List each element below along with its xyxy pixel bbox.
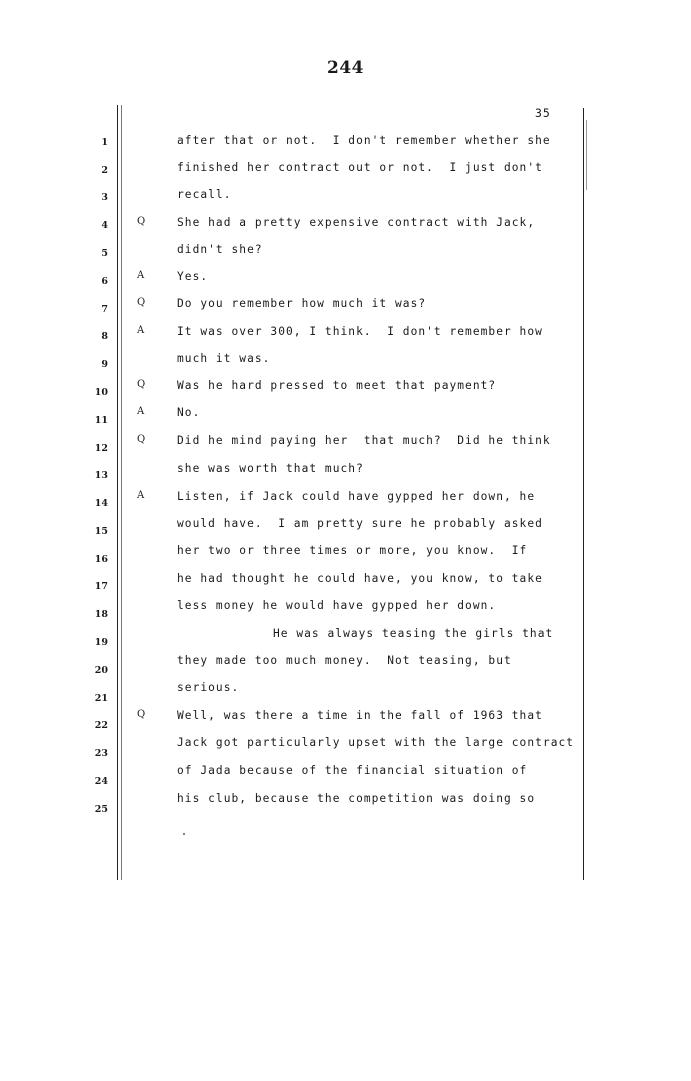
line-number: 1 xyxy=(101,137,108,148)
speaker-label: Q xyxy=(137,379,146,390)
line-number: 15 xyxy=(94,526,108,537)
line-number: 2 xyxy=(101,165,108,176)
transcript-line: Yes. xyxy=(177,270,209,283)
speaker-label: Q xyxy=(137,216,146,227)
line-number: 4 xyxy=(101,220,108,231)
line-number: 9 xyxy=(101,359,108,370)
transcript-line: after that or not. I don't remember whether she xyxy=(177,134,551,147)
line-number: 22 xyxy=(94,720,108,731)
line-number: 21 xyxy=(94,693,108,704)
transcript-line: serious. xyxy=(177,681,240,694)
line-number: 8 xyxy=(101,331,108,342)
line-number: 14 xyxy=(94,498,108,509)
speaker-label: A xyxy=(137,325,145,336)
transcript-line: Was he hard pressed to meet that payment? xyxy=(177,379,497,392)
page-number: 244 xyxy=(327,58,364,78)
transcript-line: didn't she? xyxy=(177,243,263,256)
transcript-line: She had a pretty expensive contract with Jack, xyxy=(177,216,536,229)
transcript-page-number: 35 xyxy=(535,106,551,120)
transcript-line: No. xyxy=(177,406,201,419)
scan-speck xyxy=(183,833,185,835)
speaker-label: Q xyxy=(137,709,146,720)
line-number: 16 xyxy=(94,554,108,565)
transcript-line: less money he would have gypped her down. xyxy=(177,599,497,612)
line-number: 7 xyxy=(101,304,108,315)
right-margin-rule xyxy=(583,108,584,880)
speaker-label: Q xyxy=(137,434,146,445)
line-number: 24 xyxy=(94,776,108,787)
transcript-line: Jack got particularly upset with the large contract xyxy=(177,736,575,749)
line-number: 23 xyxy=(94,748,108,759)
transcript-line: of Jada because of the financial situation of xyxy=(177,764,528,777)
line-number: 12 xyxy=(94,443,108,454)
speaker-label: Q xyxy=(137,297,146,308)
line-number: 6 xyxy=(101,276,108,287)
transcript-line: Well, was there a time in the fall of 1963 that xyxy=(177,709,543,722)
transcript-line: they made too much money. Not teasing, but xyxy=(177,654,512,667)
line-number: 17 xyxy=(94,581,108,592)
speaker-label: A xyxy=(137,490,145,501)
transcript-line: recall. xyxy=(177,188,232,201)
speaker-label: A xyxy=(137,270,145,281)
transcript-line: would have. I am pretty sure he probably asked xyxy=(177,517,543,530)
line-number: 18 xyxy=(94,609,108,620)
transcript-line: his club, because the competition was doing so xyxy=(177,792,536,805)
transcript-line: he had thought he could have, you know, to take xyxy=(177,572,543,585)
line-number: 5 xyxy=(101,248,108,259)
line-number: 19 xyxy=(94,637,108,648)
transcript-line: Do you remember how much it was? xyxy=(177,297,427,310)
line-number: 20 xyxy=(94,665,108,676)
line-number: 11 xyxy=(94,415,108,426)
transcript-line: much it was. xyxy=(177,352,271,365)
transcript-line: Listen, if Jack could have gypped her down, he xyxy=(177,490,536,503)
line-number: 3 xyxy=(101,192,108,203)
left-margin-rule xyxy=(117,105,118,880)
line-number: 25 xyxy=(94,804,108,815)
left-margin-rule-inner xyxy=(121,105,122,880)
line-number: 10 xyxy=(94,387,108,398)
transcript-line: finished her contract out or not. I just don't xyxy=(177,161,543,174)
transcript-line: He was always teasing the girls that xyxy=(273,627,554,640)
speaker-label: A xyxy=(137,406,145,417)
transcript-line: she was worth that much? xyxy=(177,462,364,475)
transcript-line: Did he mind paying her that much? Did he think xyxy=(177,434,551,447)
right-margin-rule-fragment xyxy=(586,120,587,190)
transcript-line: her two or three times or more, you know. If xyxy=(177,544,528,557)
line-number: 13 xyxy=(94,470,108,481)
transcript-line: It was over 300, I think. I don't remember how xyxy=(177,325,543,338)
